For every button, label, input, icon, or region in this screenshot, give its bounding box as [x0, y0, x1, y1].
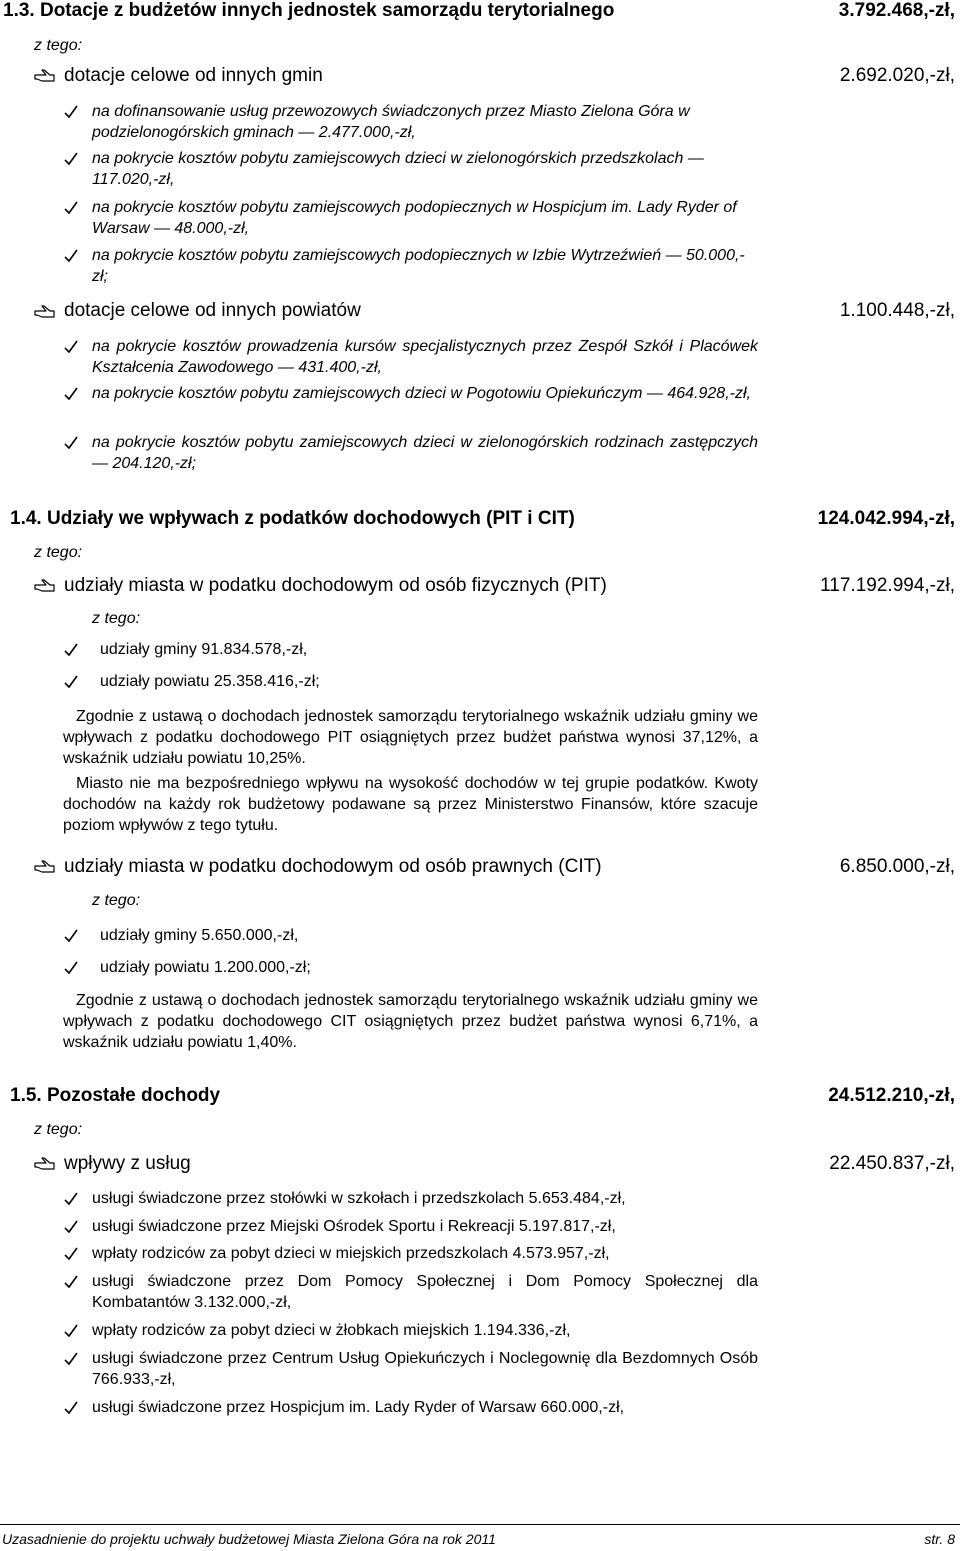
- section-amount-1-4: 124.042.994,-zł,: [817, 508, 955, 529]
- check-mark-icon: [64, 1247, 78, 1261]
- subsection-amount-uslugi: 22.450.837,-zł,: [829, 1153, 955, 1174]
- list-item: na pokrycie kosztów pobytu zamiejscowych dzieci w zielonogórskich przedszkolach — 117.020,-zł,: [92, 150, 704, 188]
- list-item: na pokrycie kosztów pobytu zamiejscowych dzieci w Pogotowiu Opiekuńczym — 464.928,-zł,: [92, 385, 751, 402]
- subsection-label-gminy: dotacje celowe od innych gmin: [64, 65, 323, 86]
- section-title-1-3: 1.3. Dotacje z budżetów innych jednostek samorządu terytorialnego: [3, 0, 615, 21]
- list-item: wpłaty rodziców za pobyt dzieci w miejskich przedszkolach 4.573.957,-zł,: [92, 1245, 610, 1262]
- pointing-hand-icon: [34, 304, 56, 320]
- check-mark-icon: [64, 340, 78, 354]
- list-item: na pokrycie kosztów pobytu zamiejscowych podopiecznych w Izbie Wytrzeźwień — 50.000,-zł;: [92, 247, 745, 285]
- check-mark-icon: [64, 1275, 78, 1289]
- z-tego-label: z tego:: [34, 544, 83, 561]
- subsection-amount-pit: 117.192.994,-zł,: [820, 575, 955, 596]
- list-item: udziały gminy 5.650.000,-zł,: [100, 927, 299, 944]
- pointing-hand-icon: [34, 1156, 56, 1172]
- check-mark-icon: [64, 961, 78, 975]
- check-mark-icon: [64, 436, 78, 450]
- subsection-label-cit: udziały miasta w podatku dochodowym od osób prawnych (CIT): [64, 856, 602, 877]
- list-item: udziały powiatu 25.358.416,-zł;: [100, 673, 320, 690]
- list-item: na dofinansowanie usług przewozowych świadczonych przez Miasto Zielona Góra w podzielonogórskich gminach — 2.477.000,-zł,: [92, 103, 690, 141]
- section-amount-1-3: 3.792.468,-zł,: [838, 0, 955, 21]
- z-tego-label: z tego:: [34, 37, 83, 54]
- paragraph: Miasto nie ma bezpośredniego wpływu na wysokość dochodów w tej grupie podatków. Kwoty dochodów na każdy rok budżetowy podawane są przez Ministerstwo Finansów, które szacuje poziom wpływów z tego tytułu.: [63, 775, 758, 834]
- footer-text: Uzasadnienie do projektu uchwały budżetowej Miasta Zielona Góra na rok 2011: [2, 1531, 496, 1547]
- check-mark-icon: [64, 1220, 78, 1234]
- list-item: udziały powiatu 1.200.000,-zł;: [100, 959, 311, 976]
- check-mark-icon: [64, 387, 78, 401]
- subsection-label-uslugi: wpływy z usług: [64, 1153, 191, 1174]
- subsection-amount-cit: 6.850.000,-zł,: [839, 856, 955, 877]
- list-item: na pokrycie kosztów pobytu zamiejscowych podopiecznych w Hospicjum im. Lady Ryder of Warsaw — 48.000,-zł,: [92, 199, 737, 237]
- page-number: str. 8: [924, 1531, 955, 1547]
- paragraph: Zgodnie z ustawą o dochodach jednostek samorządu terytorialnego wskaźnik udziału gminy we wpływach z podatku dochodowego PIT osiągniętych przez budżet państwa wynosi 37,12%, a wskaźnik udziału powiatu 10,25%.: [63, 708, 758, 767]
- section-title-1-4: 1.4. Udziały we wpływach z podatków dochodowych (PIT i CIT): [10, 508, 575, 529]
- check-mark-icon: [64, 201, 78, 215]
- list-item: usługi świadczone przez Hospicjum im. Lady Ryder of Warsaw 660.000,-zł,: [92, 1399, 625, 1416]
- subsection-label-pit: udziały miasta w podatku dochodowym od osób fizycznych (PIT): [64, 575, 607, 596]
- check-mark-icon: [64, 1192, 78, 1206]
- list-item: udziały gminy 91.834.578,-zł,: [100, 641, 308, 658]
- check-mark-icon: [64, 249, 78, 263]
- list-item: usługi świadczone przez Centrum Usług Opiekuńczych i Noclegownię dla Bezdomnych Osób 766.933,-zł,: [92, 1350, 758, 1388]
- pointing-hand-icon: [34, 859, 56, 875]
- check-mark-icon: [64, 105, 78, 119]
- paragraph: Zgodnie z ustawą o dochodach jednostek samorządu terytorialnego wskaźnik udziału gminy we wpływach z podatku dochodowego CIT osiągniętych przez budżet państwa wynosi 6,71%, a wskaźnik udziału powiatu 1,40%.: [63, 992, 758, 1051]
- section-title-1-5: 1.5. Pozostałe dochody: [10, 1085, 221, 1106]
- list-item: na pokrycie kosztów prowadzenia kursów specjalistycznych przez Zespół Szkół i Placówek Kształcenia Zawodowego — 431.400,-zł,: [92, 338, 758, 376]
- pointing-hand-icon: [34, 68, 56, 84]
- check-mark-icon: [64, 1401, 78, 1415]
- subsection-amount-powiaty: 1.100.448,-zł,: [839, 300, 955, 321]
- list-item: wpłaty rodziców za pobyt dzieci w żłobkach miejskich 1.194.336,-zł,: [92, 1322, 571, 1339]
- list-item: na pokrycie kosztów pobytu zamiejscowych dzieci w zielonogórskich rodzinach zastępczych — 204.120,-zł;: [92, 434, 758, 472]
- list-item: usługi świadczone przez Dom Pomocy Społecznej i Dom Pomocy Społecznej dla Kombatantów 3.132.000,-zł,: [92, 1273, 758, 1311]
- check-mark-icon: [64, 1324, 78, 1338]
- z-tego-label: z tego:: [34, 1121, 83, 1138]
- footer-divider: [0, 1524, 960, 1525]
- check-mark-icon: [64, 152, 78, 166]
- check-mark-icon: [64, 675, 78, 689]
- z-tego-label: z tego:: [92, 610, 141, 627]
- list-item: usługi świadczone przez Miejski Ośrodek Sportu i Rekreacji 5.197.817,-zł,: [92, 1218, 616, 1235]
- check-mark-icon: [64, 643, 78, 657]
- subsection-label-powiaty: dotacje celowe od innych powiatów: [64, 300, 361, 321]
- subsection-amount-gminy: 2.692.020,-zł,: [839, 65, 955, 86]
- section-amount-1-5: 24.512.210,-zł,: [828, 1085, 955, 1106]
- z-tego-label: z tego:: [92, 892, 141, 909]
- pointing-hand-icon: [34, 578, 56, 594]
- list-item: usługi świadczone przez stołówki w szkołach i przedszkolach 5.653.484,-zł,: [92, 1190, 626, 1207]
- check-mark-icon: [64, 929, 78, 943]
- check-mark-icon: [64, 1352, 78, 1366]
